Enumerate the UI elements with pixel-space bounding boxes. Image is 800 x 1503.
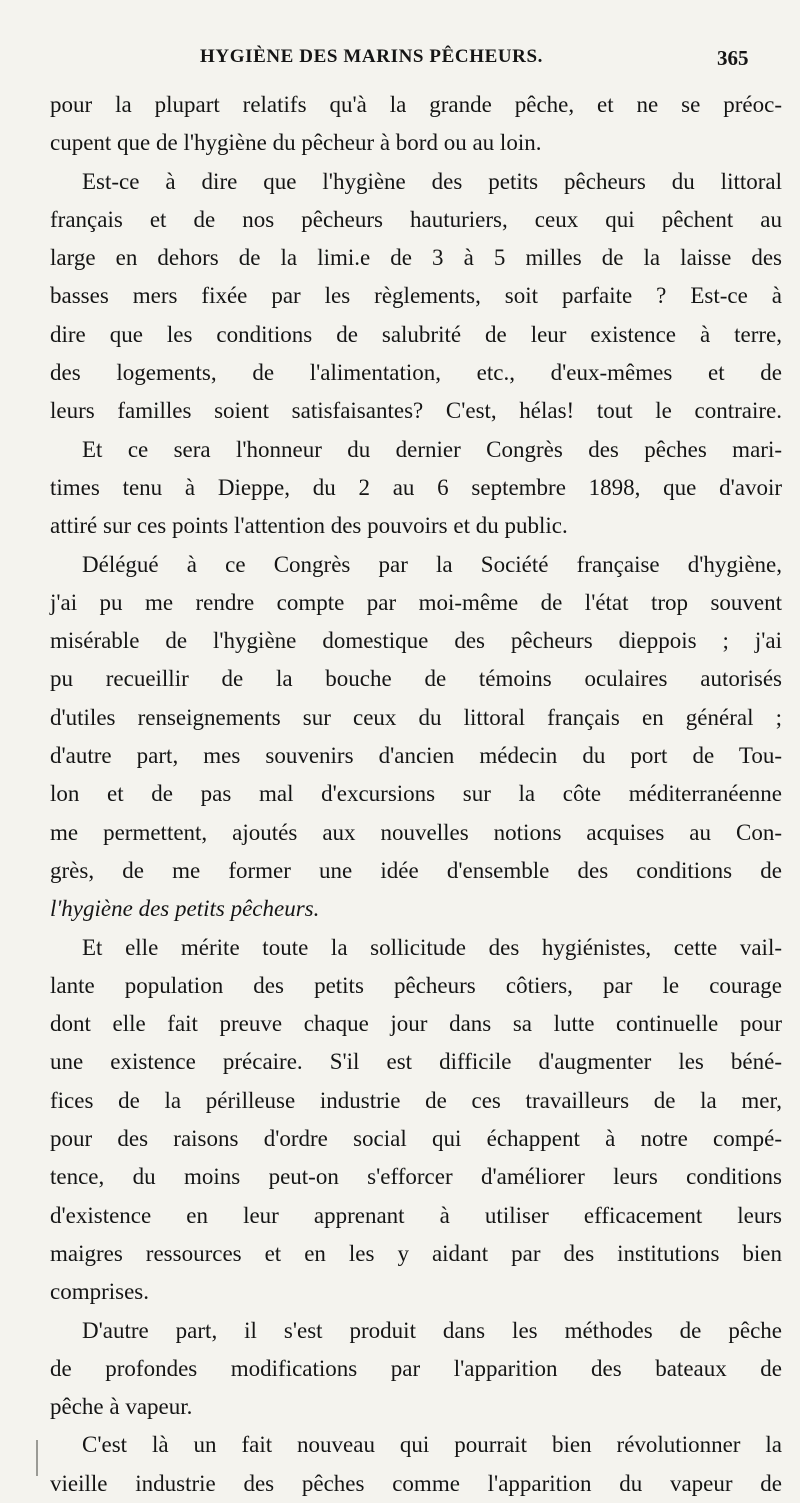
text-line: une existence précaire. S'il est difficile d'augmenter les béné- [50,1049,782,1075]
text-line: tence, du moins peut-on s'efforcer d'améliorer leurs conditions [50,1164,782,1190]
text-line: times tenu à Dieppe, du 2 au 6 septembre 1898, que d'avoir [50,474,782,500]
text-line: comprises. [50,1279,150,1305]
text-line: j'ai pu me rendre compte par moi-même de l'état trop souvent [50,589,782,615]
text-line: dire que les conditions de salubrité de leur existence à terre, [50,321,782,347]
text-line: me permettent, ajoutés aux nouvelles notions acquises au Con- [50,819,782,845]
text-line: Et elle mérite toute la sollicitude des hygiénistes, cette vail- [82,934,782,960]
text-line: vieille industrie des pêches comme l'apparition du vapeur de [50,1470,782,1496]
page-number: 365 [717,46,749,70]
binding-edge-mark [36,1440,38,1476]
text-line: de profondes modifications par l'apparition des bateaux de [50,1355,782,1381]
text-line: dont elle fait preuve chaque jour dans sa lutte continuelle pour [50,1011,782,1037]
text-line: l'hygiène des petits pêcheurs. [50,896,320,922]
text-line: fices de la périlleuse industrie de ces travailleurs de la mer, [50,1087,782,1113]
text-line: français et de nos pêcheurs hauturiers, ceux qui pêchent au [50,206,782,232]
text-line: d'autre part, mes souvenirs d'ancien médecin du port de Tou- [50,743,782,769]
text-line: Délégué à ce Congrès par la Société française d'hygiène, [82,551,782,577]
text-line: pu recueillir de la bouche de témoins oculaires autorisés [50,666,782,692]
body-text [50,86,782,1503]
text-line: d'existence en leur apprenant à utiliser efficacement leurs [50,1202,782,1228]
text-line: pêche à vapeur. [50,1394,193,1420]
text-line: pour la plupart relatifs qu'à la grande pêche, et ne se préoc- [50,92,782,117]
text-line: maigres ressources et en les y aidant par des institutions bien [50,1240,782,1266]
text-line: des logements, de l'alimentation, etc., d'eux-mêmes et de [50,360,782,386]
running-head [0,46,800,76]
text-line: D'autre part, il s'est produit dans les méthodes de pêche [82,1317,782,1343]
text-line: leurs familles soient satisfaisantes? C'est, hélas! tout le contraire. [50,398,782,424]
text-line: Et ce sera l'honneur du dernier Congrès des pêches mari- [82,436,782,462]
running-title: HYGIÈNE DES MARINS PÊCHEURS. [200,46,544,67]
text-line: Est-ce à dire que l'hygiène des petits pêcheurs du littoral [82,168,782,194]
text-line: misérable de l'hygiène domestique des pêcheurs dieppois ; j'ai [50,628,782,654]
text-line: C'est là un fait nouveau qui pourrait bien révolutionner la [82,1432,782,1458]
text-line: basses mers fixée par les règlements, soit parfaite ? Est-ce à [50,283,782,309]
text-line: attiré sur ces points l'attention des pouvoirs et du public. [50,513,568,539]
text-line: cupent que de l'hygiène du pêcheur à bord ou au loin. [50,130,542,156]
text-line: pour des raisons d'ordre social qui échappent à notre compé- [50,1126,782,1152]
text-line: large en dehors de la limi.e de 3 à 5 milles de la laisse des [50,245,782,271]
text-line: d'utiles renseignements sur ceux du littoral français en général ; [50,704,782,730]
text-line: grès, de me former une idée d'ensemble des conditions de [50,857,782,883]
text-line: lante population des petits pêcheurs côtiers, par le courage [50,972,782,998]
text-line: lon et de pas mal d'excursions sur la côte méditerranéenne [50,781,782,807]
